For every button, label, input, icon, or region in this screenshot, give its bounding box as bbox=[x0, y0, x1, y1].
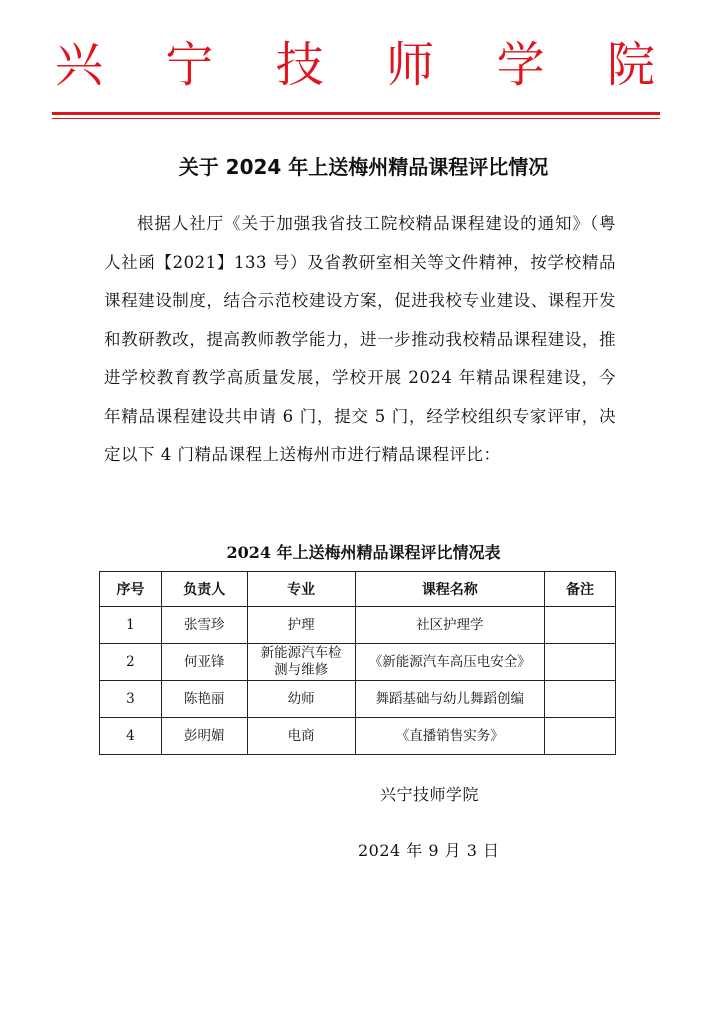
cell-remarks bbox=[545, 644, 616, 681]
course-table bbox=[99, 571, 616, 755]
cell-owner: 张雪珍 bbox=[161, 607, 247, 644]
cell-major: 幼师 bbox=[247, 681, 355, 718]
cell-remarks bbox=[545, 607, 616, 644]
table-row bbox=[100, 607, 616, 644]
table-header-row bbox=[100, 572, 616, 607]
cell-index: 3 bbox=[100, 681, 162, 718]
table-row bbox=[100, 681, 616, 718]
letterhead-char: 技 bbox=[275, 37, 324, 93]
cell-course: 《新能源汽车高压电安全》 bbox=[355, 644, 545, 681]
cell-major: 护理 bbox=[247, 607, 355, 644]
col-header-owner: 负责人 bbox=[161, 572, 247, 607]
cell-remarks bbox=[545, 681, 616, 718]
cell-remarks bbox=[545, 718, 616, 755]
letterhead-char: 院 bbox=[606, 37, 655, 93]
cell-owner: 陈艳丽 bbox=[161, 681, 247, 718]
cell-owner: 何亚锋 bbox=[161, 644, 247, 681]
col-header-major: 专业 bbox=[247, 572, 355, 607]
letterhead-char: 宁 bbox=[165, 37, 214, 93]
cell-course: 《直播销售实务》 bbox=[355, 718, 545, 755]
cell-owner: 彭明媚 bbox=[161, 718, 247, 755]
col-header-index: 序号 bbox=[100, 572, 162, 607]
cell-index: 2 bbox=[100, 644, 162, 681]
cell-course: 舞蹈基础与幼儿舞蹈创编 bbox=[355, 681, 545, 718]
letterhead-divider-thick bbox=[52, 112, 660, 115]
letterhead-char: 师 bbox=[386, 37, 435, 93]
body-paragraph: 根据人社厅《关于加强我省技工院校精品课程建设的通知》（粤人社函【2021】133 号）及省教研室相关等文件精神，按学校精品课程建设制度，结合示范校建设方案，促进我校专业建设、课程开发和教研教改，提高教师教学能力，进一步推动我校精品课程建设，推进学校教育教学高质量发展，学校开展 2024 年精品课程建设，今年精品课程建设共申请 6 门，提交 5 门，经学校组织专家评审，决定以下 4 门精品课程上送梅州市进行精品课程评比： bbox=[104, 214, 616, 464]
letterhead-divider-thin bbox=[52, 118, 660, 119]
letterhead-title bbox=[55, 34, 655, 96]
col-header-remarks: 备注 bbox=[545, 572, 616, 607]
table-row bbox=[100, 718, 616, 755]
signature-organization: 兴宁技师学院 bbox=[380, 785, 480, 804]
signature-date: 2024 年 9 月 3 日 bbox=[358, 841, 500, 860]
cell-major: 电商 bbox=[247, 718, 355, 755]
col-header-course: 课程名称 bbox=[355, 572, 545, 607]
document-title: 关于 2024 年上送梅州精品课程评比情况 bbox=[178, 155, 549, 179]
cell-course: 社区护理学 bbox=[355, 607, 545, 644]
cell-index: 1 bbox=[100, 607, 162, 644]
letterhead-char: 兴 bbox=[55, 37, 104, 93]
cell-major: 新能源汽车检测与维修 bbox=[247, 644, 355, 681]
table-title: 2024 年上送梅州精品课程评比情况表 bbox=[226, 543, 501, 562]
table-row bbox=[100, 644, 616, 681]
cell-index: 4 bbox=[100, 718, 162, 755]
letterhead-char: 学 bbox=[496, 37, 545, 93]
